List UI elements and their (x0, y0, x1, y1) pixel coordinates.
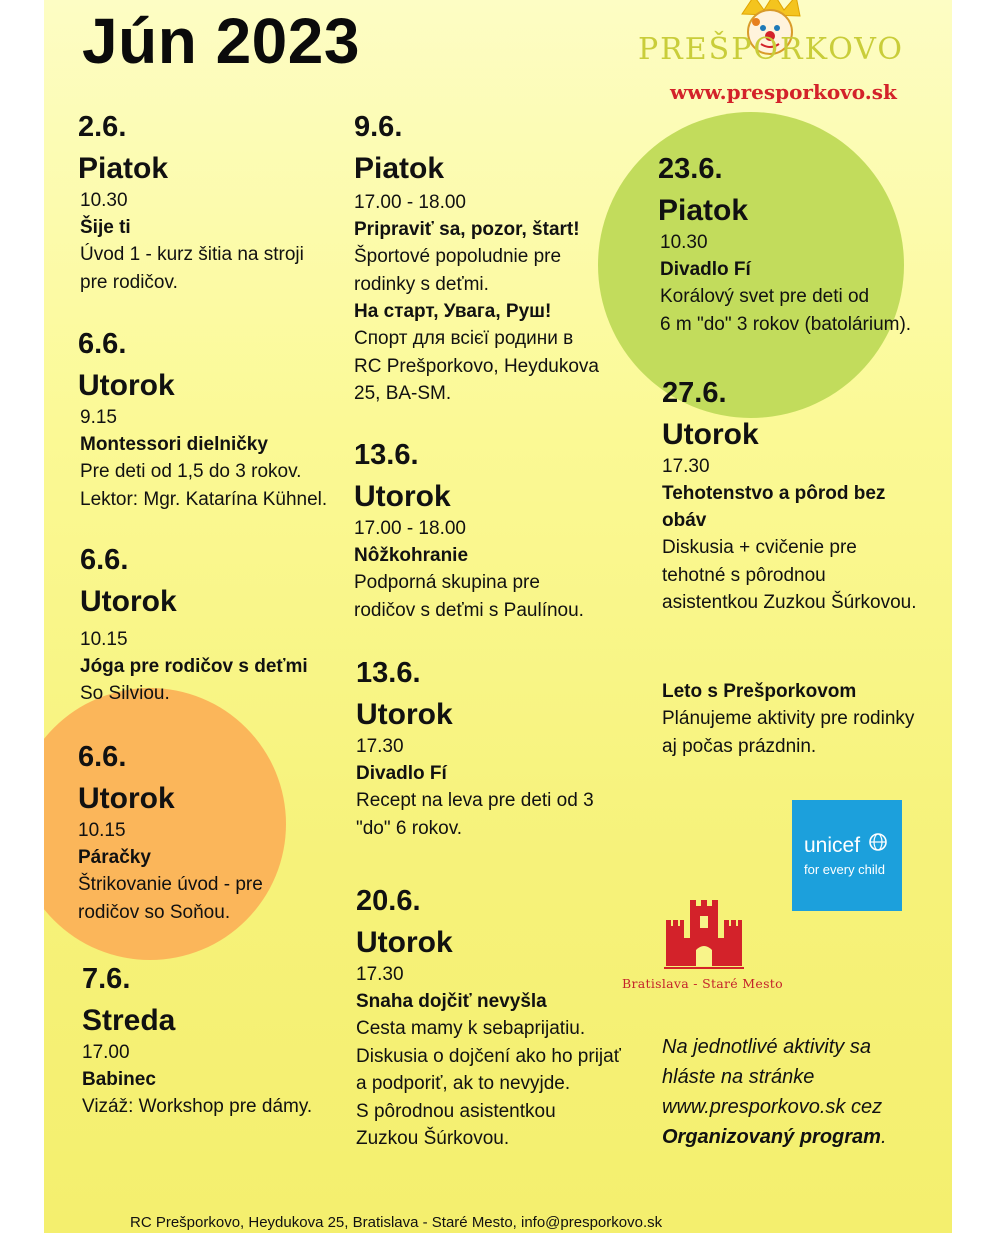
event-time: 17.30 (356, 964, 404, 985)
event-desc-ukrainian: RC Prešporkovo, Heydukova (354, 355, 599, 377)
summer-section (662, 678, 914, 760)
event-desc: rodičov s deťmi s Paulínou. (354, 599, 584, 621)
event-time: 17.30 (662, 456, 710, 477)
event-name: Montessori dielničky (80, 434, 268, 455)
event-desc: S pôrodnou asistentkou (356, 1100, 556, 1122)
event-name-ukrainian: На старт, Увага, Руш! (354, 301, 552, 322)
event-desc: So Silviou. (80, 683, 170, 704)
event-desc: a podporiť, ak to nevyjde. (356, 1073, 571, 1094)
event-card (80, 543, 308, 708)
event-date: 6.6. (78, 328, 127, 360)
event-date: 7.6. (82, 963, 131, 995)
unicef-wordmark: unicef (804, 834, 861, 857)
event-name: Divadlo Fí (660, 259, 751, 280)
event-desc: 6 m "do" 3 rokov (batolárium). (660, 313, 912, 335)
event-date: 27.6. (662, 377, 727, 409)
website-link[interactable]: www.presporkovo.sk (670, 80, 897, 104)
event-card (78, 740, 263, 926)
event-day: Utorok (78, 369, 175, 402)
event-card (658, 152, 911, 338)
event-card (78, 110, 304, 296)
event-desc-ukrainian: 25, BA-SM. (354, 383, 452, 404)
organized-program-link[interactable]: Organizovaný program (662, 1126, 881, 1148)
event-time: 10.15 (80, 629, 128, 650)
event-desc: Vizáž: Workshop pre dámy. (82, 1096, 313, 1117)
event-name: Babinec (82, 1069, 156, 1090)
event-desc: Podporná skupina pre (354, 572, 540, 593)
summer-desc: aj počas prázdnin. (662, 735, 817, 757)
event-card (82, 962, 312, 1121)
page-title: Jún 2023 (82, 5, 360, 77)
event-name: Pripraviť sa, pozor, štart! (354, 219, 580, 240)
presporkovo-logo[interactable] (638, 0, 928, 110)
event-desc-ukrainian: Спорт для всієї родини в (354, 328, 574, 349)
event-name: Divadlo Fí (356, 763, 447, 784)
event-desc: rodinky s deťmi. (354, 273, 489, 295)
unicef-tagline: for every child (804, 862, 885, 877)
event-day: Streda (82, 1004, 176, 1037)
event-date: 20.6. (356, 885, 421, 917)
event-day: Utorok (662, 418, 759, 451)
event-desc: Korálový svet pre deti od (660, 286, 870, 307)
note-line (662, 1122, 887, 1152)
event-desc: Cesta mamy k sebaprijatiu. (356, 1018, 586, 1039)
event-day: Utorok (80, 585, 177, 618)
event-name: Jóga pre rodičov s deťmi (80, 656, 308, 677)
event-desc: Športové popoludnie pre (354, 246, 562, 267)
event-day: Utorok (356, 698, 453, 731)
event-time: 10.30 (660, 232, 708, 253)
event-day: Utorok (354, 480, 451, 513)
event-desc: asistentkou Zuzkou Šúrkovou. (662, 592, 917, 613)
event-date: 13.6. (354, 439, 419, 471)
note-period: . (880, 1126, 887, 1148)
event-desc: Lektor: Mgr. Katarína Kühnel. (80, 488, 328, 510)
event-date: 6.6. (78, 741, 127, 773)
event-desc: Recept na leva pre deti od 3 (356, 790, 594, 811)
event-desc: Diskusia o dojčení ako ho prijať (356, 1045, 621, 1067)
event-desc: tehotné s pôrodnou (662, 564, 826, 586)
event-date: 9.6. (354, 111, 403, 143)
event-desc: Pre deti od 1,5 do 3 rokov. (80, 461, 302, 482)
note-line: www.presporkovo.sk cez (662, 1096, 883, 1118)
summer-title: Leto s Prešporkovom (662, 681, 857, 702)
event-desc: rodičov so Soňou. (78, 901, 231, 923)
event-desc: Diskusia + cvičenie pre (662, 537, 857, 558)
unicef-logo[interactable] (792, 800, 902, 911)
event-day: Piatok (354, 152, 445, 185)
logo-text: PREŠPORKOVO (638, 32, 904, 67)
event-time: 10.30 (80, 190, 128, 211)
event-name: Nôžkohranie (354, 545, 469, 566)
event-day: Utorok (356, 926, 453, 959)
event-card (662, 376, 917, 617)
event-desc: pre rodičov. (80, 271, 178, 293)
event-time: 17.30 (356, 736, 404, 757)
event-name: Tehotenstvo a pôrod bez (662, 483, 886, 504)
castle-icon (664, 896, 744, 970)
event-name: Šije ti (80, 217, 131, 238)
event-desc: Štrikovanie úvod - pre (78, 874, 263, 895)
event-date: 13.6. (356, 657, 421, 689)
event-date: 2.6. (78, 111, 127, 143)
event-day: Piatok (78, 152, 169, 185)
poster (44, 0, 952, 1233)
event-card (354, 110, 599, 408)
event-time: 17.00 - 18.00 (354, 518, 466, 539)
note-line: Na jednotlivé aktivity sa (662, 1036, 871, 1058)
bratislava-stare-mesto-logo: Bratislava - Staré Mesto (622, 976, 783, 991)
event-time: 17.00 - 18.00 (354, 192, 466, 213)
event-time: 10.15 (78, 820, 126, 841)
event-time: 17.00 (82, 1042, 130, 1063)
event-day: Piatok (658, 194, 749, 227)
event-desc: Úvod 1 - kurz šitia na stroji (80, 244, 304, 265)
event-card (78, 327, 327, 513)
event-day: Utorok (78, 782, 175, 815)
unicef-globe-icon (868, 832, 888, 852)
registration-note (662, 1032, 887, 1152)
footer-address: RC Prešporkovo, Heydukova 25, Bratislava - Staré Mesto, info@presporkovo.sk (130, 1214, 663, 1231)
summer-desc: Plánujeme aktivity pre rodinky (662, 708, 915, 729)
event-date: 6.6. (80, 544, 129, 576)
event-name: Snaha dojčiť nevyšla (356, 991, 547, 1012)
event-card (354, 438, 584, 624)
event-name: Páračky (78, 847, 151, 868)
event-card (356, 656, 594, 842)
event-name-line2: obáv (662, 510, 707, 531)
event-card (356, 884, 621, 1153)
note-line: hláste na stránke (662, 1066, 815, 1088)
event-date: 23.6. (658, 153, 723, 185)
event-desc: Zuzkou Šúrkovou. (356, 1128, 510, 1149)
event-time: 9.15 (80, 407, 117, 428)
event-desc: "do" 6 rokov. (356, 817, 463, 839)
